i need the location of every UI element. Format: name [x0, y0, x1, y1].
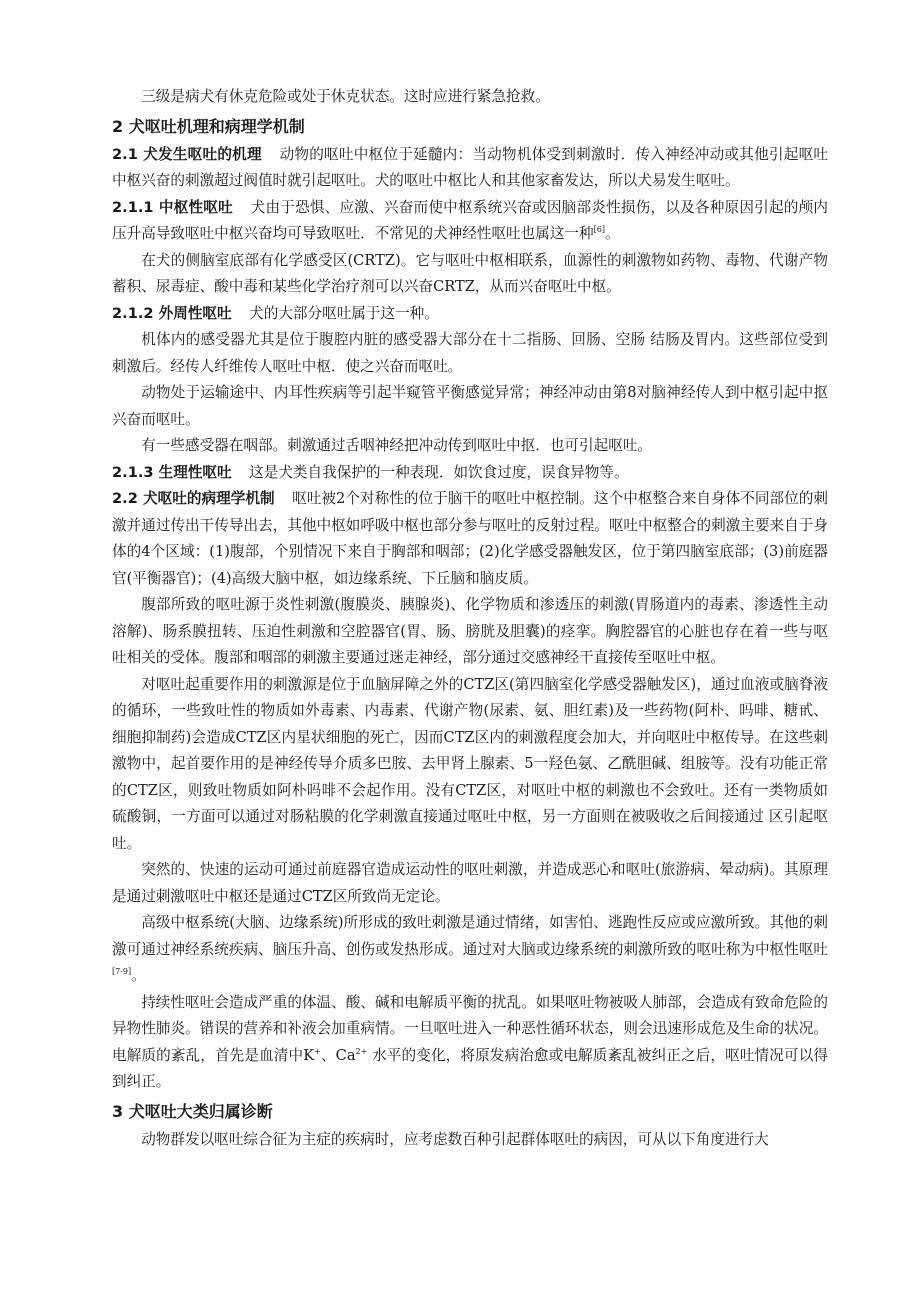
sentence-end: 。 — [604, 225, 620, 242]
potassium-superscript: + — [314, 1046, 321, 1056]
section-2-1-paragraph — [112, 142, 828, 195]
persistent-text-a: 持续性呕吐会造成严重的体温、酸、碱和电解质平衡的扰乱。如果呕吐物被吸人肺部，会造成有致命危险的异物性肺炎。错误的营养和补液会加重病情。一旦呕吐进入一种恶性循环状态，则会迅速形成危及生命的状况。电解质的紊乱，首先是血清中K — [112, 993, 828, 1064]
section-2-2-text: 呕吐被2个对称性的位于脑干的呕吐中枢控制。这个中枢整合来自身体不同部位的刺激并通过传出干传导出去，其他中枢如呼吸中枢也部分参与呕吐的反射过程。呕吐中枢整合的刺激主要来自于身体的4个区域：(1)腹部，个别情况下来自于胸部和咽部；(2)化学感受器触发区，位于第四脑室底部；(3)前庭器官(平衡器官)；(4)高级大脑中枢，如边缘系统、下丘脑和脑皮质。 — [112, 490, 828, 587]
ctz-paragraph: 对呕吐起重要作用的刺激源是位于血脑屏障之外的CTZ区(第四脑室化学感受器触发区)，通过血液或脑脊液的循环，一些致吐性的物质如外毒素、内毒素、代谢产物(尿素、氨、胆红素)及一些药物(阿朴、吗啡、糖甙、细胞抑制药)会造成CTZ区内星状细胞的死亡，因而CTZ区内的刺激程度会加大，并向呕吐中枢传导。在这些刺激物中，起首要作用的是神经传导介质多巴胺、去甲肾上腺素、5一羟色氨、乙酰胆碱、组胺等。没有功能正常的CTZ区，则致吐物质如阿朴吗啡不会起作用。没有CTZ区，对呕吐中枢的刺激也不会致吐。还有一类物质如硫酸铜，一方面可以通过对肠粘膜的化学刺激直接通过呕吐中枢，另一方面则在被吸收之后间接通过 区引起呕吐。 — [112, 675, 828, 852]
section-2-1-1-text: 犬由于恐惧、应激、兴奋而使中枢系统兴奋或因脑部炎性损伤，以及各种原因引起的颅内压升高导致呕吐中枢兴奋均可导致呕吐．不常见的犬神经性呕吐也属这一种 — [112, 198, 828, 242]
section-2-2-paragraph — [112, 486, 828, 592]
abdominal-paragraph: 腹部所致的呕吐源于炎性刺激(腹膜炎、胰腺炎)、化学物质和渗透压的刺激(胃肠道内的毒素、渗透性主动溶解)、肠系膜扭转、压迫性刺激和空腔器官(胃、肠、膀胱及胆囊)的痉挛。胸腔器官的心脏也存在着一些与呕吐相关的受体。腹部和咽部的刺激主要通过迷走神经，部分通过交感神经干直接传至呕吐中枢。 — [112, 596, 828, 666]
motion-paragraph: 突然的、快速的运动可通过前庭器官造成运动性的呕吐刺激，并造成恶心和呕吐(旅游病、晕动病)。其原理是通过刺激呕吐中枢还是通过CTZ区所致尚无定论。 — [112, 861, 828, 905]
citation-ref-7-9: [7-9] — [112, 967, 132, 977]
section-2-1-3-heading: 2.1.3 生理性呕吐 — [112, 463, 232, 481]
sentence-end: 。 — [131, 967, 146, 984]
receptor-paragraph: 机体内的感受器尤其是位于腹腔内脏的感受器大部分在十二指肠、回肠、空肠 结肠及胃内。这些部位受到刺激后。经传人纤维传人呕吐中枢．使之兴奋而呕吐。 — [112, 331, 828, 375]
intro-paragraph: 三级是病犬有休克危险或处于休克状态。这时应进行紧急抢救。 — [141, 88, 550, 105]
crtz-paragraph: 在犬的侧脑室底部有化学感受区(CRTZ)。它与呕吐中枢相联系，血源性的刺激物如药物、毒物、代谢产物蓄积、尿毒症、酸中毒和某些化学治疗剂可以兴奋CRTZ，从而兴奋呕吐中枢。 — [112, 251, 828, 295]
citation-ref-6: [6] — [593, 225, 605, 235]
section-2-1-1-heading: 2.1.1 中枢性呕吐 — [112, 198, 233, 216]
section-2-1-2-heading: 2.1.2 外周性呕吐 — [112, 304, 232, 322]
persistent-text-c: 水平的变化，将原发病治愈或电解质紊乱被纠正之后，呕吐情况可以得到纠正。 — [112, 1046, 828, 1090]
section-2-1-1-paragraph — [112, 195, 828, 248]
section-2-1-3-paragraph — [112, 460, 828, 487]
calcium-superscript: 2+ — [355, 1046, 368, 1056]
section-2-title: 2 犬呕吐机理和病理学机制 — [112, 116, 305, 136]
section-2-1-2-text: 犬的大部分呕吐属于这一种。 — [249, 304, 439, 322]
section-2-1-2-paragraph — [112, 301, 828, 328]
persistent-vomiting-paragraph — [112, 990, 828, 1096]
pharynx-paragraph: 有一些感受器在咽部。刺激通过舌咽神经把冲动传到呕吐中抠．也可引起呕吐。 — [141, 437, 652, 454]
transport-paragraph: 动物处于运输途中、内耳性疾病等引起半窥管平衡感觉异常；神经冲动由第8对脑神经传人到中枢引起中抠兴奋而呕吐。 — [112, 384, 828, 428]
section-2-1-3-text: 这是犬类自我保护的一种表现．如饮食过度，误食异物等。 — [249, 463, 629, 481]
section-3-title: 3 犬呕吐大类归属诊断 — [112, 1101, 273, 1121]
document-page — [112, 84, 828, 1153]
section-3-paragraph: 动物群发以呕吐综合征为主症的疾病时，应考虑数百种引起群体呕吐的病因，可从以下角度进行大 — [141, 1130, 769, 1148]
central-text: 高级中枢系统(大脑、边缘系统)所形成的致吐刺激是通过情绪，如害怕、逃跑性反应或应激所致。其他的刺激可通过神经系统疾病、脑压升高、创伤或发热形成。通过对大脑或边缘系统的刺激所致的呕吐称为中枢性呕吐 — [112, 914, 828, 958]
central-paragraph — [112, 910, 828, 990]
persistent-text-b: 、Ca — [320, 1046, 356, 1064]
section-2-1-text: 动物的呕吐中枢位于延髓内：当动物机体受到刺激时．传入神经冲动或其他引起呕吐中枢兴奋的刺激超过阀值时就引起呕吐。犬的呕吐中枢比人和其他家畜发达，所以犬易发生呕吐。 — [112, 145, 828, 189]
section-2-2-heading: 2.2 犬呕吐的病理学机制 — [112, 490, 275, 507]
section-2-1-heading: 2.1 犬发生呕吐的机理 — [112, 145, 262, 163]
